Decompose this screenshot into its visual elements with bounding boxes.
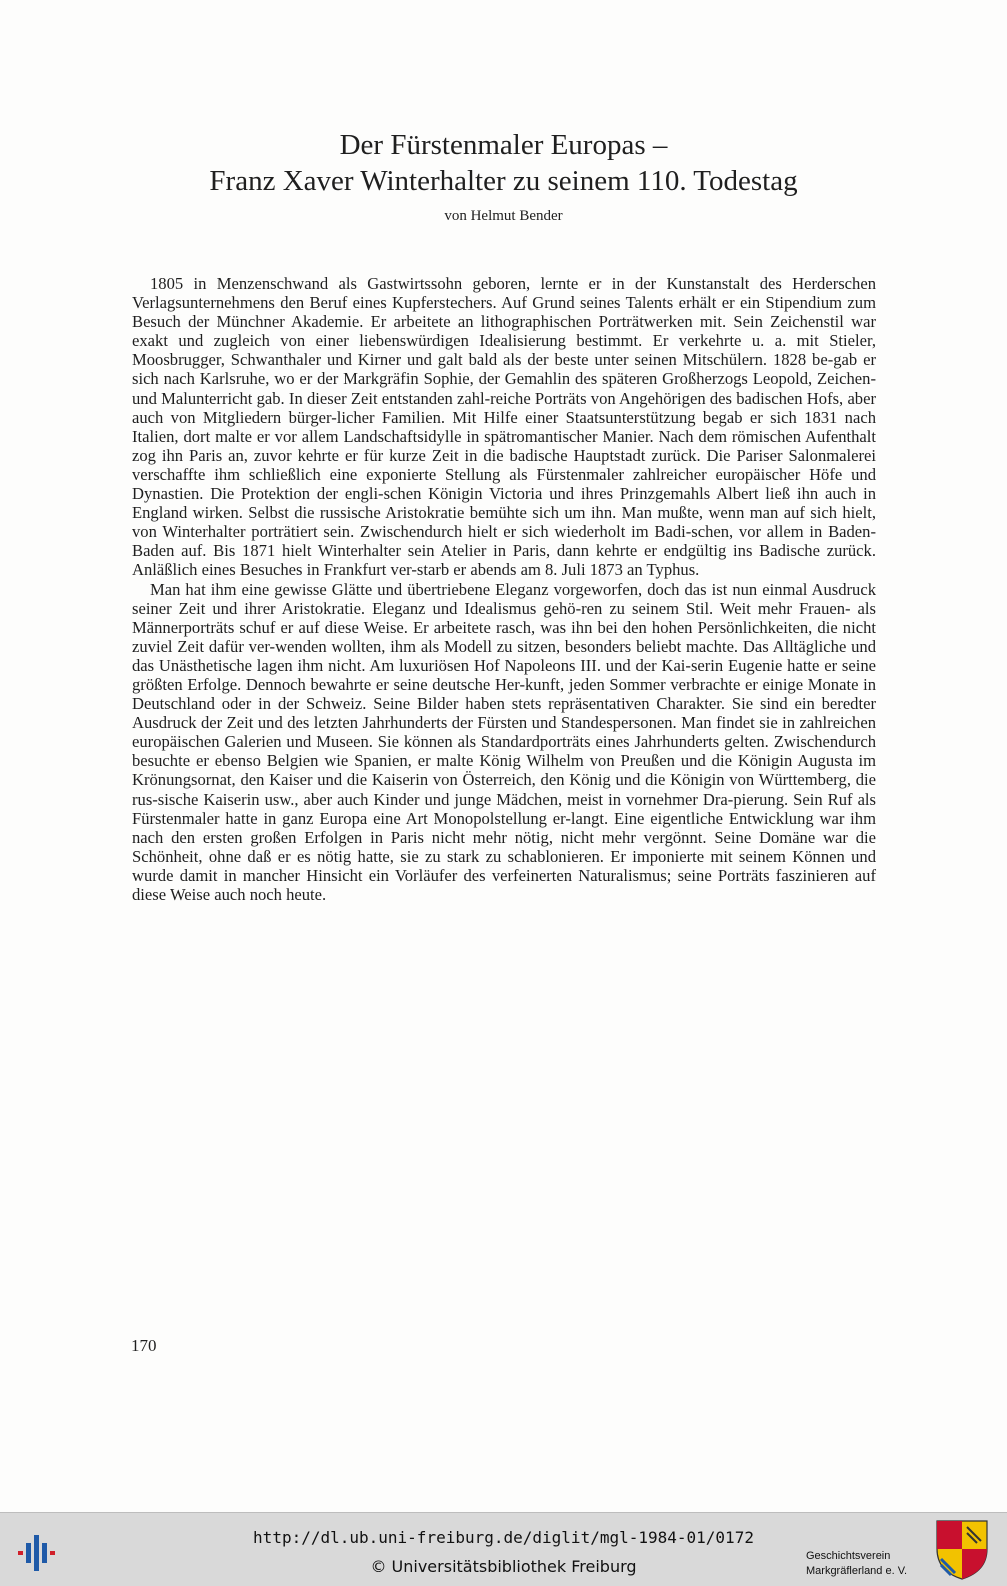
society-name xyxy=(806,1549,907,1579)
paragraph: Man hat ihm eine gewisse Glätte und übertriebene Eleganz vorgeworfen, doch das ist nun einmal Ausdruck seiner Zeit und ihrer Aristokratie. Eleganz und Idealismus gehö-ren zu seinem Stil. Weit mehr Frauen- als Männerporträts schuf er auf diese Weise. Er arbeitete rasch, was ihn bei den hohen Persönlichkeiten, die nicht zuviel Zeit dafür ver-wenden wollten, ihm als Modell zu sitzen, besonders beliebt machte. Das Alltägliche und das Unästhetische lagen ihm nicht. Am luxuriösen Hof Napoleons III. und der Kai-serin Eugenie hatte er seine größten Erfolge. Dennoch bewahrte er seine deutsche Her-kunft, jeden Sommer verbrachte er einige Monate in Deutschland oder in der Schweiz. Seine Bilder haben stets repräsentativen Charakter. Sie sind ein beredter Ausdruck der Zeit und des letzten Jahrhunderts der Fürsten und Standespersonen. Man findet sie in zahlreichen europäischen Galerien und Museen. Sie können als Standardporträts eines Jahrhunderts gelten. Zwischendurch besuchte er ebenso Belgien wie Spanien, er malte König Wilhelm von Preußen und die Königin Augusta im Krönungsornat, den Kaiser und die Kaiserin von Österreich, den König und die Königin von Württemberg, die rus-sische Kaiserin usw., aber auch Kinder und junge Mädchen, meist in vornehmer Dra-pierung. Sein Ruf als Fürstenmaler hatte in ganz Europa eine Art Monopolstellung er-langt. Eine eigentliche Entwicklung war ihm nach den ersten großen Erfolgen in Paris nicht mehr nötig, nicht mehr vergönnt. Seine Domäne war die Schönheit, ohne daß er es nötig hatte, sie zu stark zu schablonieren. Er imponierte mit seinem Können und wurde damit in mancher Hinsicht ein Vorläufer des verfeinerten Naturalismus; seine Porträts faszinieren auf diese Weise auch noch heute. xyxy=(132,579,876,904)
source-url-link[interactable]: http://dl.ub.uni-freiburg.de/diglit/mgl-1984-01/0172 xyxy=(253,1528,754,1547)
page-number: 170 xyxy=(131,1336,157,1355)
document-title-line-1: Der Fürstenmaler Europas – xyxy=(339,129,668,161)
article-body xyxy=(132,274,876,904)
author-byline: von Helmut Bender xyxy=(444,208,563,224)
coat-of-arms-icon xyxy=(935,1519,989,1581)
copyright-notice: © Universitätsbibliothek Freiburg xyxy=(370,1557,637,1576)
viewer-footer xyxy=(0,1512,1007,1586)
society-name-line-2: Markgräflerland e. V. xyxy=(806,1565,908,1577)
document-title-line-2: Franz Xaver Winterhalter zu seinem 110. Todestag xyxy=(209,165,798,197)
paragraph: 1805 in Menzenschwand als Gastwirtssohn geboren, lernte er in der Kunstanstalt des Herderschen Verlagsunternehmens den Beruf eines Kupferstechers. Auf Grund seines Talents erhält er ein Stipendium zum Besuch der Münchner Akademie. Er arbeitete an lithographischen Porträtwerken mit. Sein Zeichenstil war exakt und zugleich von einer liebenswürdigen Idealisierung bestimmt. Er verkehrte u. a. mit Stieler, Moosbrugger, Schwanthaler und Kirner und galt bald als der beste unter seinen Mitschülern. 1828 be-gab er sich nach Karlsruhe, wo er der Markgräfin Sophie, der Gemahlin des späteren Großherzogs Leopold, Zeichen- und Malunterricht gab. In dieser Zeit entstanden zahl-reiche Porträts von Angehörigen des badischen Hofs, aber auch von Mitgliedern bürger-licher Familien. Mit Hilfe einer Staatsunterstützung begab er sich 1831 nach Italien, dort malte er vor allem Landschaftsidylle in spätromantischer Manier. Nach dem römischen Aufenthalt zog ihn Paris an, zuvor kehrte er für kurze Zeit in die badische Hauptstadt zurück. Die Pariser Salonmalerei verschaffte ihm schließlich eine exponierte Stellung als Fürstenmaler zahlreicher europäischer Höfe und Dynastien. Die Protektion der engli-schen Königin Victoria und ihres Prinzgemahls Albert ließ ihn auch in England wirken. Selbst die russische Aristokratie bemühte sich um ihn. Man mußte, wenn man auf sich hielt, von Winterhalter porträtiert sein. Zwischendurch hielt er sich wiederholt im Badi-schen, vor allem in Baden-Baden auf. Bis 1871 hielt Winterhalter sein Atelier in Paris, dann kehrte er endgültig ins Badische zurück. Anläßlich eines Besuches in Frankfurt ver-starb er abends am 8. Juli 1873 an Typhus. xyxy=(132,274,876,580)
society-name-line-1: Geschichtsverein xyxy=(806,1550,891,1562)
